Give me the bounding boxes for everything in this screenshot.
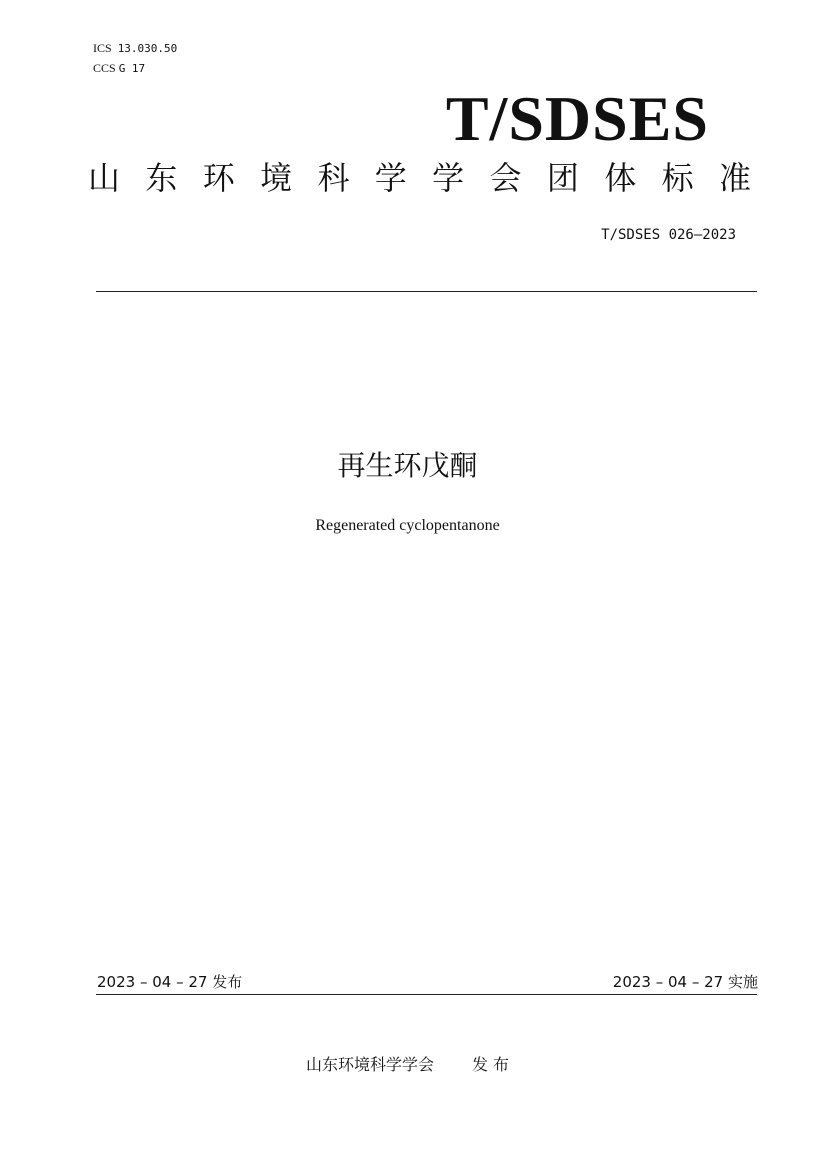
organization-title-char: 标	[661, 159, 694, 197]
ics-label: ICS	[93, 41, 112, 55]
organization-title-char: 东	[145, 159, 178, 197]
publisher-line	[0, 1054, 815, 1076]
organization-title-char: 山	[88, 159, 121, 197]
document-title-chinese: 再生环戊酮	[337, 449, 478, 482]
document-title-english: Regenerated cyclopentanone	[315, 517, 500, 534]
organization-title-char: 会	[489, 159, 522, 197]
implement-date: 2023 – 04 – 27 实施	[612, 973, 758, 991]
organization-title-char: 境	[260, 159, 293, 197]
ics-code	[93, 41, 177, 56]
brand-mark: T/SDSES	[445, 83, 709, 154]
organization-title-char: 体	[604, 159, 637, 197]
publish-date: 2023 – 04 – 27 发布	[97, 973, 243, 991]
ccs-value: G 17	[118, 62, 146, 75]
ccs-label: CCS	[93, 61, 116, 75]
organization-title-char: 学	[432, 159, 465, 197]
ics-value: 13.030.50	[117, 42, 178, 55]
organization-title-char: 准	[718, 159, 751, 197]
publisher-action: 发 布	[471, 1055, 510, 1074]
standard-number: T/SDSES 026—2023	[601, 227, 736, 243]
organization-title-char: 环	[202, 159, 235, 197]
header-divider	[96, 291, 757, 292]
footer-divider	[96, 994, 757, 995]
organization-title-char: 学	[374, 159, 407, 197]
organization-title-char: 团	[546, 159, 579, 197]
ccs-code	[93, 61, 145, 76]
organization-title-char: 科	[317, 159, 350, 197]
publisher-name: 山东环境科学学会	[305, 1055, 434, 1074]
organization-title	[88, 156, 751, 200]
